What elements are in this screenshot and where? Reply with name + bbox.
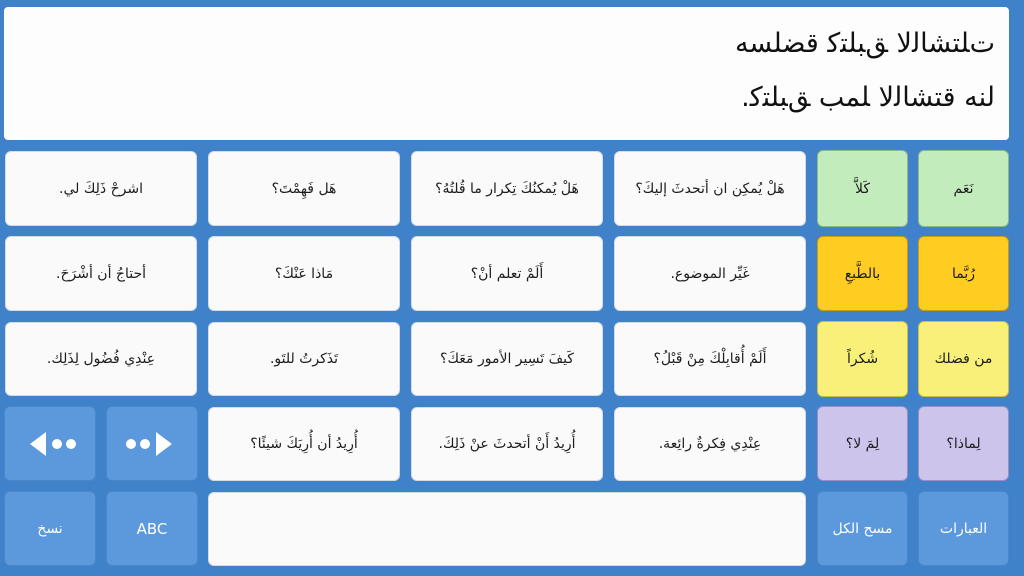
copy-button-label: نسخ — [37, 520, 63, 537]
phrase-button[interactable]: هَل فَهِمْتَ؟ — [208, 151, 400, 226]
quick-of-course-button[interactable]: بالطَّبعِ — [817, 236, 908, 311]
clear-all-button-label: مسح الكل — [832, 520, 893, 537]
abc-keyboard-button[interactable] — [106, 491, 198, 566]
copy-button[interactable] — [4, 491, 96, 566]
input-bar[interactable] — [208, 492, 806, 566]
phrase-button[interactable]: عِنْدِي فِكرةٌ رائِعة. — [614, 407, 806, 481]
quick-yes-button[interactable]: نَعَم — [918, 150, 1009, 227]
phrases-button-label: العبارات — [939, 520, 988, 537]
phrase-button[interactable]: اشرحْ ذَلِكَ لي. — [5, 151, 197, 226]
quick-no-button[interactable]: كَلاَّ — [817, 150, 908, 227]
phrase-button[interactable]: هَلْ يُمكِن ان أتحدثَ إليكَ؟ — [614, 151, 806, 226]
phrase-button[interactable]: مَاذا عَنْكَ؟ — [208, 236, 400, 311]
message-line-2: ﻟﻨﻪ ﻗﺘﺸﺎﻟﻻ ﻠﻤﺐ ﻖﺒﻠﺘﻛ. — [741, 82, 995, 113]
phrase-button[interactable]: أُرِيدُ أن أُرِيَكَ شيئًا؟ — [208, 407, 400, 481]
message-display[interactable] — [4, 7, 1009, 140]
phrase-button[interactable]: أحتاجُ أن أشْرَحَ. — [5, 236, 197, 311]
phrase-button[interactable]: غَيِّر الموضوع. — [614, 236, 806, 311]
quick-why-not-button[interactable]: لِمَ لا؟ — [817, 406, 908, 481]
quick-thanks-button[interactable]: شُكراً — [817, 321, 908, 397]
phrase-button[interactable]: أَلَمْ تعلم أنْ؟ — [411, 236, 603, 311]
quick-maybe-button[interactable]: رُبَّما — [918, 236, 1009, 311]
phrases-button[interactable] — [918, 491, 1009, 566]
phrase-button[interactable]: أُرِيدُ أَنْ أتحدثَ عنْ ذَلِكَ. — [411, 407, 603, 481]
clear-all-button[interactable] — [817, 491, 908, 566]
phrase-button[interactable]: عِنْدِي فُضُول لِذَلِك. — [5, 322, 197, 396]
message-line-1: ﺕﻠﺘﺸﺎﻟﻻ ﻖﺒﻠﺘﻛ ﻗﻀﻠﺴﻪ — [734, 28, 995, 59]
abc-button-label: ABC — [136, 519, 168, 538]
quick-please-button[interactable]: من فضلك — [918, 321, 1009, 397]
phrase-button[interactable]: تَذَكرتُ للتَو. — [208, 322, 400, 396]
next-page-button[interactable] — [106, 406, 198, 481]
phrase-button[interactable]: هَلْ يُمكنُكَ تِكرار ما قُلتُهُ؟ — [411, 151, 603, 226]
quick-why-button[interactable]: لِماذا؟ — [918, 406, 1009, 481]
previous-page-icon — [22, 431, 78, 457]
phrase-button[interactable]: كَيفَ تَسِير الأمور مَعَكَ؟ — [411, 322, 603, 396]
next-page-icon — [124, 431, 180, 457]
phrase-button[interactable]: أَلَمْ أُقابِلْكَ مِنْ قَبْلُ؟ — [614, 322, 806, 396]
previous-page-button[interactable] — [4, 406, 96, 481]
